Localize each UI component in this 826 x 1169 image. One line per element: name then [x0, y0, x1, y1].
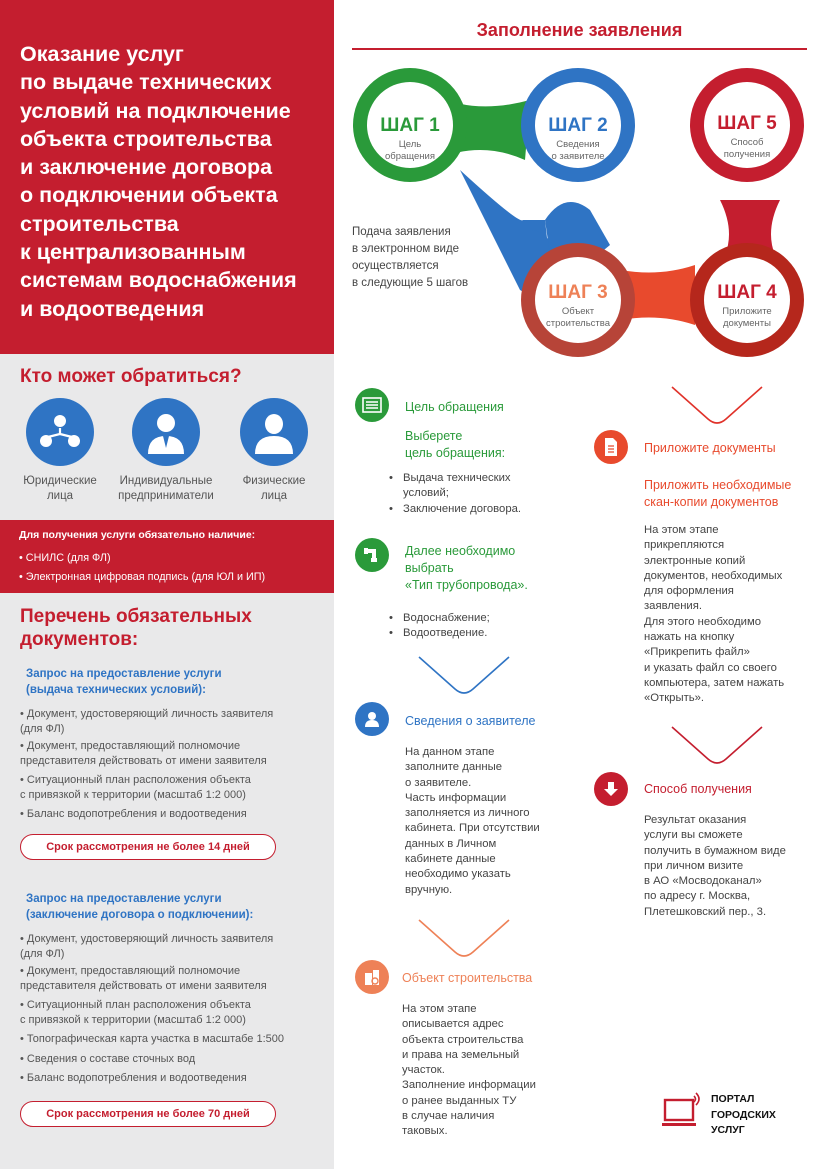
- businessman-icon: [132, 398, 200, 466]
- object-text: На этом этапе описывается адрес объекта строительства и права на земельный участок. Заполнение информации о ранее выданных ТУ в случае наличия таковых.: [402, 1003, 536, 1138]
- delivery-text: Результат оказания услуги вы сможете получить в бумажном виде при личном визите в АО «Мосводоканал» по адресу г. Москва, Плетешковский пер., 3.: [644, 814, 786, 918]
- step3-caption: Объект: [561, 306, 595, 317]
- step4-caption: Приложите: [722, 306, 772, 317]
- step2-label: ШАГ 2: [548, 115, 608, 136]
- request1-title: Запрос на предоставление услуги (выдача технических условий):: [26, 668, 222, 696]
- portal-logo-text: ПОРТАЛ ГОРОДСКИХ УСЛУГ: [711, 1093, 776, 1136]
- document-item: • Сведения о составе сточных вод: [20, 1053, 196, 1065]
- step2-caption: Сведения: [556, 139, 600, 150]
- chevron-down-icon: [417, 655, 511, 697]
- review-term-14-days: Срок рассмотрения не более 14 дней: [20, 834, 276, 860]
- download-arrow-icon: [594, 772, 628, 806]
- goal-option: • Выдача технических условий;: [389, 472, 511, 500]
- who-can-apply-title: Кто может обратиться?: [20, 366, 242, 387]
- document-item: • Ситуационный план расположения объекта с привязкой к территории (масштаб 1:2 000): [20, 999, 251, 1026]
- who-label-individuals: Физические лица: [242, 475, 306, 502]
- review-term-70-days: Срок рассмотрения не более 70 дней: [20, 1101, 276, 1127]
- application-steps-title: Заполнение заявления: [476, 20, 683, 40]
- document-item: • Документ, предоставляющий полномочие представителя действовать от имени заявителя: [20, 740, 267, 767]
- portal-logo-icon: [662, 1090, 704, 1134]
- goal-option: • Заключение договора.: [389, 503, 522, 515]
- organization-icon: [26, 398, 94, 466]
- chevron-down-icon: [417, 918, 511, 960]
- goal-heading: Цель обращения: [405, 400, 504, 414]
- building-icon: [355, 960, 389, 994]
- step1-caption: Цель: [398, 139, 422, 150]
- chevron-down-icon: [670, 385, 764, 427]
- who-label-entrepreneurs: Индивидуальные предприниматели: [118, 475, 214, 502]
- document-item: • Топографическая карта участка в масштабе 1:500: [20, 1033, 284, 1045]
- document-item: • Документ, удостоверяющий личность заявителя (для ФЛ): [20, 708, 274, 735]
- document-item: • Баланс водопотребления и водоотведения: [20, 1072, 247, 1084]
- step5-caption: Способ: [730, 137, 764, 148]
- requirement-item: • Электронная цифровая подпись (для ЮЛ и ИП): [19, 571, 266, 583]
- pipe-option: • Водоснабжение;: [389, 612, 490, 624]
- form-list-icon: [355, 388, 389, 422]
- document-item: • Баланс водопотребления и водоотведения: [20, 808, 247, 820]
- documents-list-title: Перечень обязательных документов:: [20, 606, 252, 650]
- document-item: • Документ, удостоверяющий личность заявителя (для ФЛ): [20, 933, 274, 960]
- step2-caption: о заявителе: [551, 151, 605, 162]
- person-icon: [240, 398, 308, 466]
- applicant-text: На данном этапе заполните данные о заявителе. Часть информации заполняется из личного кабинета. При отсутствии данных в Личном кабинете данные необходимо указать вручную.: [405, 746, 540, 896]
- goal-subheading: Выберете цель обращения:: [405, 429, 506, 460]
- requirements-title: Для получения услуги обязательно наличие:: [19, 529, 256, 541]
- step5-label: ШАГ 5: [717, 113, 777, 134]
- document-icon: [594, 430, 628, 464]
- intro-text: Подача заявления в электронном виде осуществляется в следующие 5 шагов: [352, 226, 469, 289]
- document-item: • Документ, предоставляющий полномочие представителя действовать от имени заявителя: [20, 965, 267, 992]
- step5-caption: получения: [723, 149, 771, 160]
- applicant-heading: Сведения о заявителе: [405, 714, 536, 728]
- pipe-option: • Водоотведение.: [389, 627, 488, 639]
- step3-label: ШАГ 3: [548, 282, 608, 303]
- pipe-type-heading: Далее необходимо выбрать «Тип трубопровода».: [405, 544, 528, 592]
- chevron-down-icon: [670, 725, 764, 767]
- title-divider: [352, 48, 807, 50]
- requirement-item: • СНИЛС (для ФЛ): [19, 552, 111, 564]
- documents-text: На этом этапе прикрепляются электронные копий документов, необходимых для оформления заявления. Для этого необходимо нажать на кнопку «Прикрепить файл» и указать файл со своего компьютера, затем нажать «Открыть».: [644, 524, 785, 705]
- documents-subheading: Приложить необходимые скан-копии документов: [644, 478, 792, 509]
- who-label-legal: Юридические лица: [23, 475, 97, 502]
- pipe-icon: [355, 538, 389, 572]
- steps-diagram: [340, 60, 820, 370]
- step3-caption: строительства: [545, 318, 611, 329]
- delivery-heading: Способ получения: [644, 782, 752, 796]
- page-title: Оказание услуг по выдаче технических условий на подключение объекта строительства и заключение договора о подключении объекта строительства к централизованным системам водоснабжения и водоотведения: [20, 42, 297, 321]
- document-item: • Ситуационный план расположения объекта с привязкой к территории (масштаб 1:2 000): [20, 774, 251, 801]
- step4-label: ШАГ 4: [717, 282, 777, 303]
- step4-caption: документы: [723, 318, 771, 329]
- step1-label: ШАГ 1: [380, 115, 440, 136]
- object-heading: Объект строительства: [402, 971, 533, 985]
- step1-caption: обращения: [385, 151, 435, 162]
- person-icon: [355, 702, 389, 736]
- request2-title: Запрос на предоставление услуги (заключение договора о подключении):: [26, 893, 254, 921]
- documents-heading: Приложите документы: [644, 441, 776, 455]
